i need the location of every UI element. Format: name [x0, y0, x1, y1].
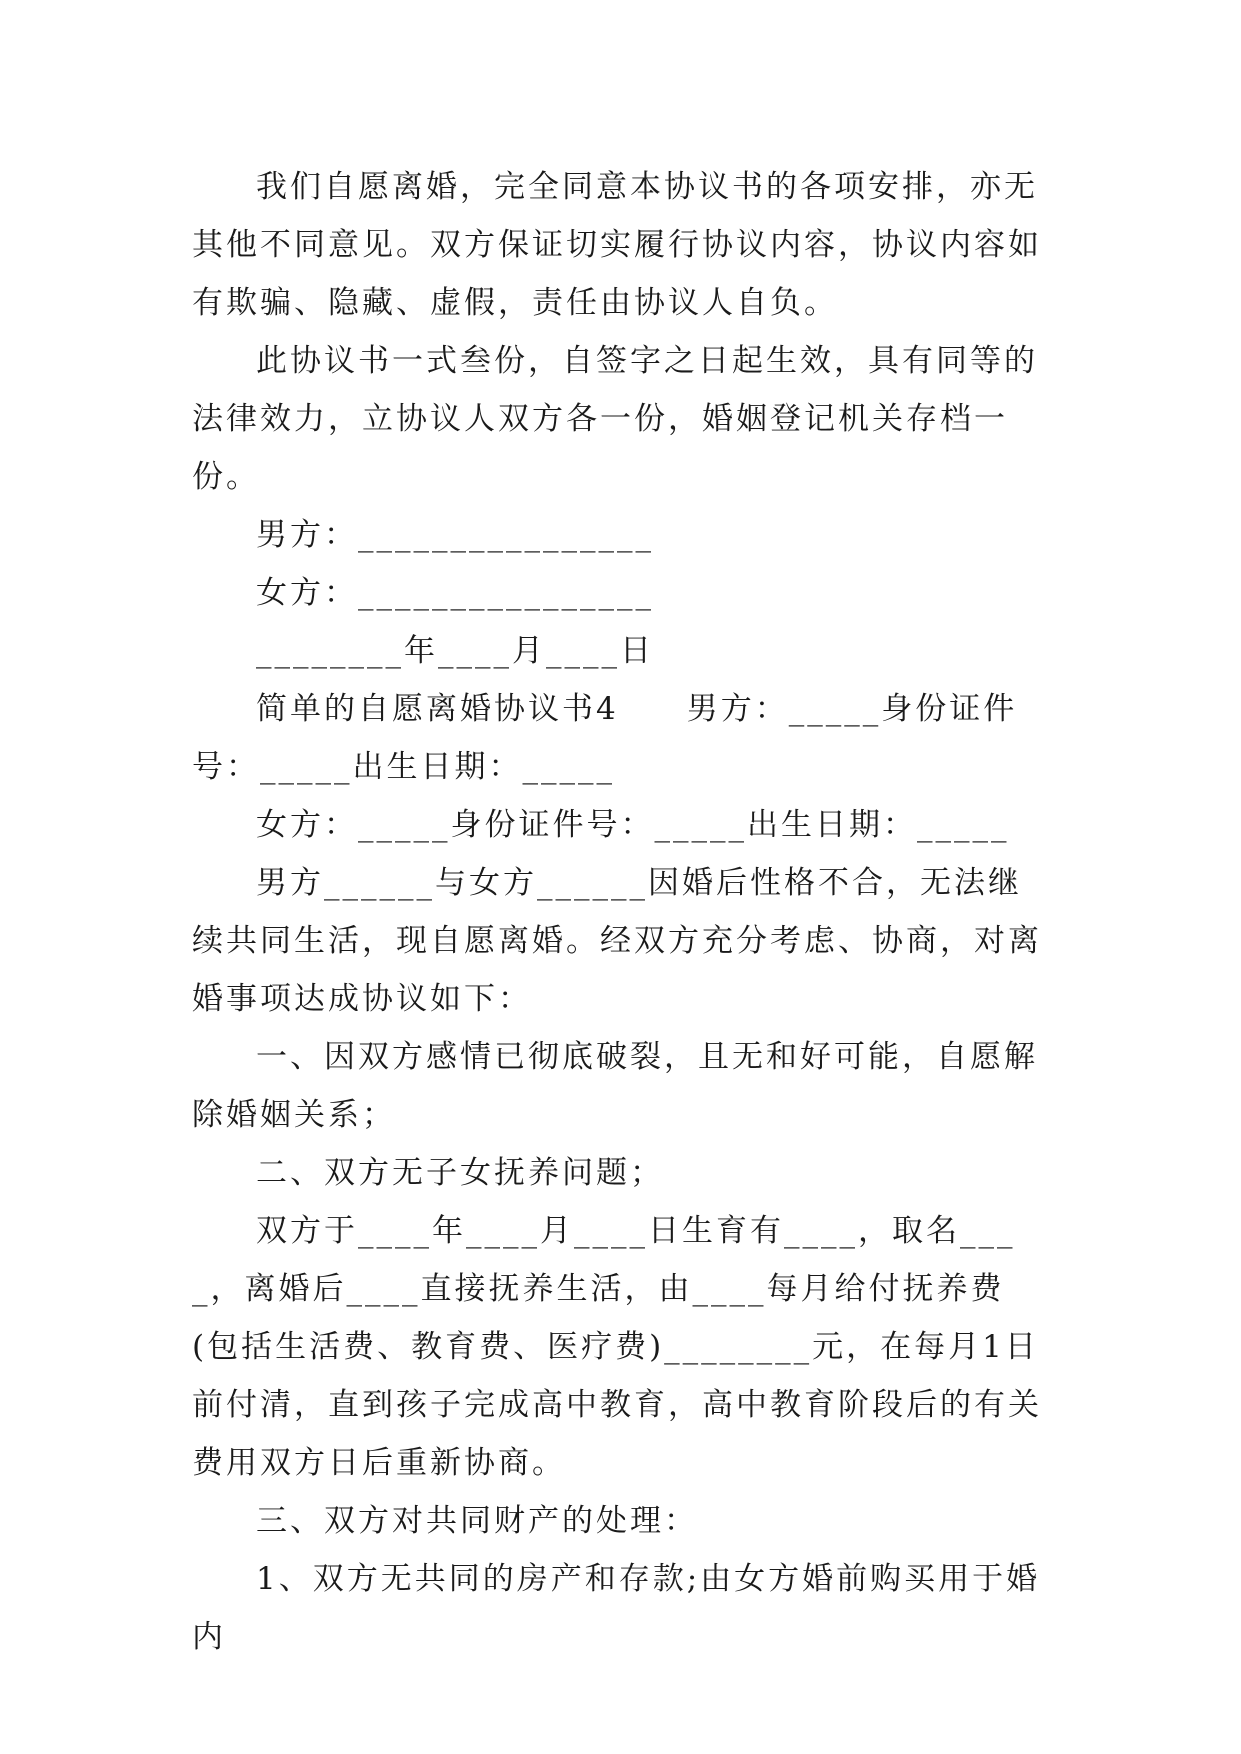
date-line: ________年____月____日 — [256, 633, 654, 669]
paragraph-child-support: 双方于____年____月____日生育有____，取名____，离婚后____直接抚养生活，由____每月给付抚养费(包括生活费、教育费、医疗费)________元，在每月1日前付清，直到孩子完成高中教育，高中教育阶段后的有关费用双方日后重新协商。 — [192, 1213, 1042, 1481]
paragraph-voluntary-divorce: 我们自愿离婚，完全同意本协议书的各项安排，亦无其他不同意见。双方保证切实履行协议内容，协议内容如有欺骗、隐藏、虚假，责任由协议人自负。 — [192, 169, 1042, 321]
wife-signature-line: 女方：________________ — [256, 575, 654, 611]
clause-two: 二、双方无子女抚养问题； — [256, 1155, 664, 1191]
paragraph-divorce-reason: 男方______与女方______因婚后性格不合，无法继续共同生活，现自愿离婚。经双方充分考虑、协商，对离婚事项达成协议如下： — [192, 865, 1042, 1017]
paragraph-agreement-copies: 此协议书一式叁份，自签字之日起生效，具有同等的法律效力，立协议人双方各一份，婚姻登记机关存档一份。 — [192, 343, 1038, 495]
clause-one: 一、因双方感情已彻底破裂，且无和好可能，自愿解除婚姻关系； — [192, 1039, 1038, 1133]
husband-signature-line: 男方：________________ — [256, 517, 654, 553]
agreement-4-title-and-husband-info: 简单的自愿离婚协议书4 男方：_____身份证件号：_____出生日期：_____ — [192, 691, 1018, 785]
clause-three: 三、双方对共同财产的处理： — [256, 1503, 698, 1539]
wife-info-line: 女方：_____身份证件号：_____出生日期：_____ — [256, 807, 1010, 843]
clause-three-item-one: 1、双方无共同的房产和存款;由女方婚前购买用于婚内 — [192, 1561, 1041, 1655]
document-body — [192, 158, 1052, 1666]
